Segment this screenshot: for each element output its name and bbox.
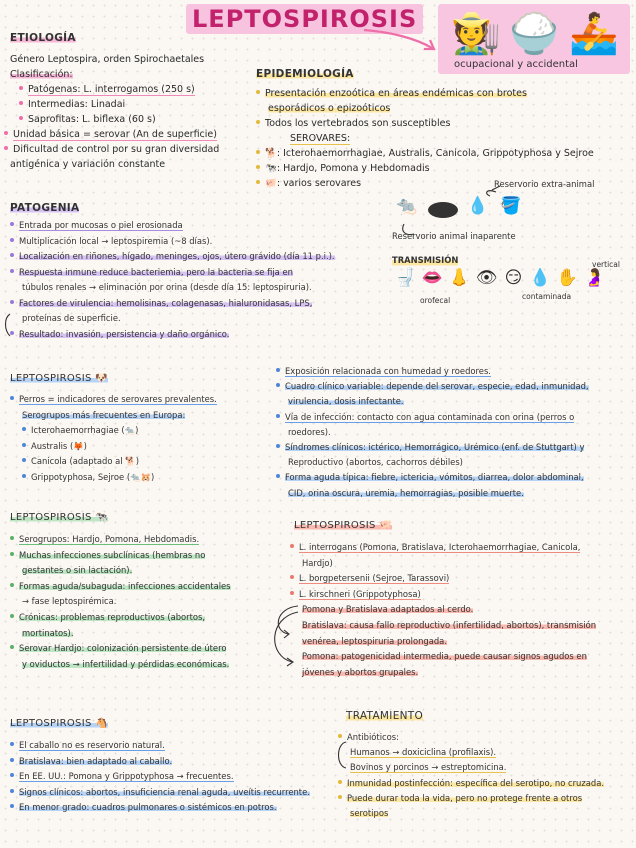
- patogenia-heading: PATOGENIA: [10, 202, 80, 214]
- eye-icon: 👁: [475, 268, 498, 288]
- transmision-label-orofecal: orofecal: [420, 296, 451, 305]
- rice-bowl-emoji: 🍚: [509, 11, 559, 57]
- patogenia-line: Resultado: invasión, persistencia y daño orgánico.: [19, 328, 230, 339]
- perro-list: [10, 392, 217, 485]
- etiologia-line: Patógenas: L. interrogamos (250 s): [28, 84, 195, 95]
- tratamiento-list: [338, 730, 604, 821]
- cerdo-line: L. borgpetersenii (Sejroe, Tarassovi): [299, 573, 450, 584]
- tratamiento-line: Puede durar toda la vida, pero no protege frente a otros: [347, 792, 583, 803]
- clinica-line: CID, orina oscura, uremia, hemorragias, posible muerte.: [288, 487, 524, 498]
- vaca-line: Serovar Hardjo: colonización persistente de útero: [19, 643, 227, 654]
- perro-heading-text: LEPTOSPIROSIS: [10, 373, 92, 384]
- mouth-icon: 👄: [421, 268, 444, 288]
- farmer-emoji: 🧑‍🌾: [451, 11, 501, 57]
- cerdo-line: Hardjo): [302, 557, 333, 568]
- perro-line: Canicola (adaptado al 🐕): [31, 456, 139, 466]
- patogenia-line: Multiplicación local → leptospiremia (~8 días).: [19, 235, 213, 246]
- cerdo-line: jóvenes y abortos grupales.: [302, 666, 419, 677]
- water-drop-icon: 💧: [529, 268, 552, 288]
- title-arrow: [360, 14, 440, 54]
- cerdo-heading-text: LEPTOSPIROSIS: [294, 520, 376, 531]
- vaca-line: Serogrupos: Hardjo, Pomona, Hebdomadis.: [19, 534, 200, 544]
- vaca-heading: LEPTOSPIROSIS 🐄: [10, 512, 108, 523]
- transmision-icons: [392, 268, 612, 290]
- badge-caption: ocupacional y accidental: [454, 59, 578, 70]
- caballo-line: Signos clínicos: abortos, insuficiencia renal aguda, uveítis recurrente.: [19, 786, 310, 797]
- vaca-line: → fase leptospirémica.: [22, 596, 117, 607]
- caballo-heading: LEPTOSPIROSIS 🐴: [10, 718, 108, 729]
- caballo-line: En EE. UU.: Pomona y Grippotyphosa → frecuentes.: [19, 771, 234, 782]
- etiologia-list: [10, 52, 219, 172]
- epidemiologia-line: esporádicos o epizoóticos: [268, 103, 391, 114]
- patogenia-list: [10, 218, 335, 342]
- cerdo-line: venérea, leptospiruria prolongada.: [302, 635, 447, 646]
- clinica-line: Vía de infección: contacto con agua contaminada con orina (perros o: [285, 411, 575, 422]
- transmision-label-contaminada: contaminada: [522, 292, 572, 301]
- water-drop-icon: 💧: [467, 196, 489, 216]
- cerdo-line: Pomona y Bratislava adaptados al cerdo.: [302, 604, 474, 615]
- tratamiento-heading: TRATAMIENTO: [346, 710, 424, 722]
- transmision-heading: TRANSMISIÓN: [392, 254, 458, 267]
- clinica-line: Exposición relacionada con humedad y roedores.: [285, 366, 491, 376]
- clinica-line: Forma aguda típica: fiebre, ictericia, vómitos, diarrea, dolor abdominal,: [285, 472, 584, 483]
- vaca-line: y oviductos → infertilidad y pérdidas económicas.: [22, 658, 230, 669]
- epidemiologia-line: : varios serovares: [276, 178, 362, 189]
- vaca-line: gestantes o sin lactación).: [22, 565, 133, 576]
- epidemiologia-heading: EPIDEMIOLOGÍA: [256, 68, 354, 80]
- rowing-emoji: 🚣: [569, 11, 619, 57]
- caballo-line: En menor grado: cuadros pulmonares o sistémicos en potros.: [19, 802, 277, 813]
- cerdo-line: Pomona: patogenicidad intermedia, puede causar signos agudos en: [302, 651, 587, 662]
- perro-line: Grippotyphosa, Sejroe (🐀🐹): [31, 471, 155, 482]
- tratamiento-line: Inmunidad postinfección: específica del serotipo, no cruzada.: [347, 777, 604, 788]
- etiologia-line: antigénica y variación constante: [10, 159, 166, 170]
- perro-line: Serogrupos más frecuentes en Europa:: [22, 409, 186, 420]
- etiologia-line: Saprofitas: L. biflexa (60 s): [28, 114, 156, 125]
- etiologia-heading: ETIOLOGÍA: [10, 32, 76, 44]
- vaca-line: mortinatos).: [22, 627, 74, 638]
- perro-line: Perros = indicadores de serovares prevalentes.: [19, 394, 217, 404]
- sewer-hole-icon: [428, 202, 458, 218]
- patogenia-line: Respuesta inmune reduce bacteriemia, pero la bacteria se fija en: [19, 266, 293, 277]
- epidemiologia-line: : Icterohaemorrhagiae, Australis, Canicola, Grippotyphosa y Sejroe: [276, 148, 594, 159]
- epidemiologia-line: Presentación enzoótica en áreas endémicas con brotes: [265, 88, 527, 99]
- cerdo-heading: LEPTOSPIROSIS 🐖: [294, 520, 392, 531]
- caballo-heading-text: LEPTOSPIROSIS: [10, 718, 92, 729]
- epidemiologia-line: Todos los vertebrados son susceptibles: [265, 118, 451, 129]
- clinica-line: Síndromes clínicos: ictérico, Hemorrágico, Urémico (enf. de Stuttgart) y: [285, 442, 585, 453]
- transmision-label-vertical: vertical: [592, 260, 620, 269]
- perro-heading: LEPTOSPIROSIS 🐶: [10, 373, 108, 384]
- patogenia-line: Factores de virulencia: hemolisinas, colagenasas, hialuronidasas, LPS,: [19, 297, 313, 308]
- tratamiento-line: serotipos: [350, 808, 389, 819]
- vaca-line: Crónicas: problemas reproductivos (abortos,: [19, 611, 206, 622]
- vaca-line: Formas aguda/subaguda: infecciones accidentales: [19, 580, 231, 591]
- pregnant-icon: 🤰: [583, 268, 606, 288]
- toilet-icon: 🚽: [394, 268, 417, 288]
- hand-icon: ✋: [556, 268, 579, 288]
- clinica-line: roedores).: [288, 426, 331, 437]
- smirk-icon: 😏: [504, 268, 523, 288]
- caballo-line: El caballo no es reservorio natural.: [19, 740, 165, 750]
- cerdo-list: [290, 540, 596, 680]
- page-title-text: LEPTOSPIROSIS: [192, 5, 418, 33]
- clinica-line: Reproductivo (abortos, cachorros débiles): [288, 457, 463, 468]
- etiologia-line: Dificultad de control por su gran diversidad: [13, 144, 220, 155]
- reservorio-extra-label: Reservorio extra-animal: [494, 179, 595, 189]
- tratamiento-line: Humanos → doxiciclina (profilaxis).: [350, 747, 497, 758]
- patogenia-brace: [2, 312, 12, 338]
- patogenia-line: Localización en riñones, hígado, meninges, ojos, útero grávido (día 11 p.i.).: [19, 251, 335, 261]
- caballo-line: Bratislava: bien adaptado al caballo.: [19, 755, 173, 766]
- occupation-badge: [438, 4, 630, 74]
- nose-icon: 👃: [448, 268, 471, 288]
- perro-line: Icterohaemorrhagiae (🐀): [31, 425, 139, 435]
- epidemiologia-line: SEROVARES:: [290, 133, 351, 144]
- vaca-list: [10, 532, 231, 672]
- perro-line: Australis (🦊): [31, 440, 87, 451]
- cerdo-line: L. kirschneri (Grippotyphosa): [299, 588, 421, 599]
- etiologia-line: Intermedias: Linadai: [28, 99, 126, 110]
- patogenia-line: proteínas de superficie.: [22, 313, 121, 323]
- clinica-line: virulencia, dosis infectante.: [288, 396, 404, 407]
- cerdo-line: Bratislava: causa fallo reproductivo (infertilidad, abortos), transmisión: [302, 619, 597, 630]
- tratamiento-line: Bovinos y porcinos → estreptomicina.: [350, 762, 507, 773]
- etiologia-line: Unidad básica = serovar (An de superficie): [13, 129, 217, 140]
- epidemiologia-list: Presentación enzoótica en áreas endémicas con brotes esporádicos o epizoóticos Todos los vertebrados son susceptibles SEROVARES: 🐕: Icterohaemorrhagiae, Australis, Canicola, Grippotyphosa y Sejroe 🐄: Hardjo, Pomona y Hebdomadis 🐖: varios serovares: [256, 86, 594, 191]
- clinica-list: [276, 364, 589, 501]
- reservorio-inaparente-label: Reservorio animal inaparente: [392, 231, 516, 241]
- patogenia-line: túbulos renales → eliminación por orina (desde día 15: leptospiruria).: [22, 282, 312, 292]
- clinica-line: Cuadro clínico variable: depende del serovar, especie, edad, inmunidad,: [285, 381, 589, 392]
- vaca-line: Muchas infecciones subclínicas (hembras no: [19, 549, 206, 560]
- cerdo-line: L. interrogans (Pomona, Bratislava, Icterohaemorrhagiae, Canicola,: [299, 542, 581, 552]
- vaca-heading-text: LEPTOSPIROSIS: [10, 512, 92, 523]
- etiologia-line: Género Leptospira, orden Spirochaetales: [10, 54, 205, 65]
- tratamiento-line: Antibióticos:: [347, 732, 399, 742]
- bucket-icon: 🪣: [500, 196, 522, 216]
- cerdo-arrows: [264, 600, 304, 672]
- rat-icon: 🐀: [396, 196, 418, 216]
- tratamiento-brace: [334, 740, 348, 770]
- etiologia-line: Clasificación:: [10, 69, 73, 80]
- patogenia-line: Entrada por mucosas o piel erosionada: [19, 220, 183, 230]
- caballo-list: [10, 738, 310, 816]
- epidemiologia-line: : Hardjo, Pomona y Hebdomadis: [276, 163, 430, 174]
